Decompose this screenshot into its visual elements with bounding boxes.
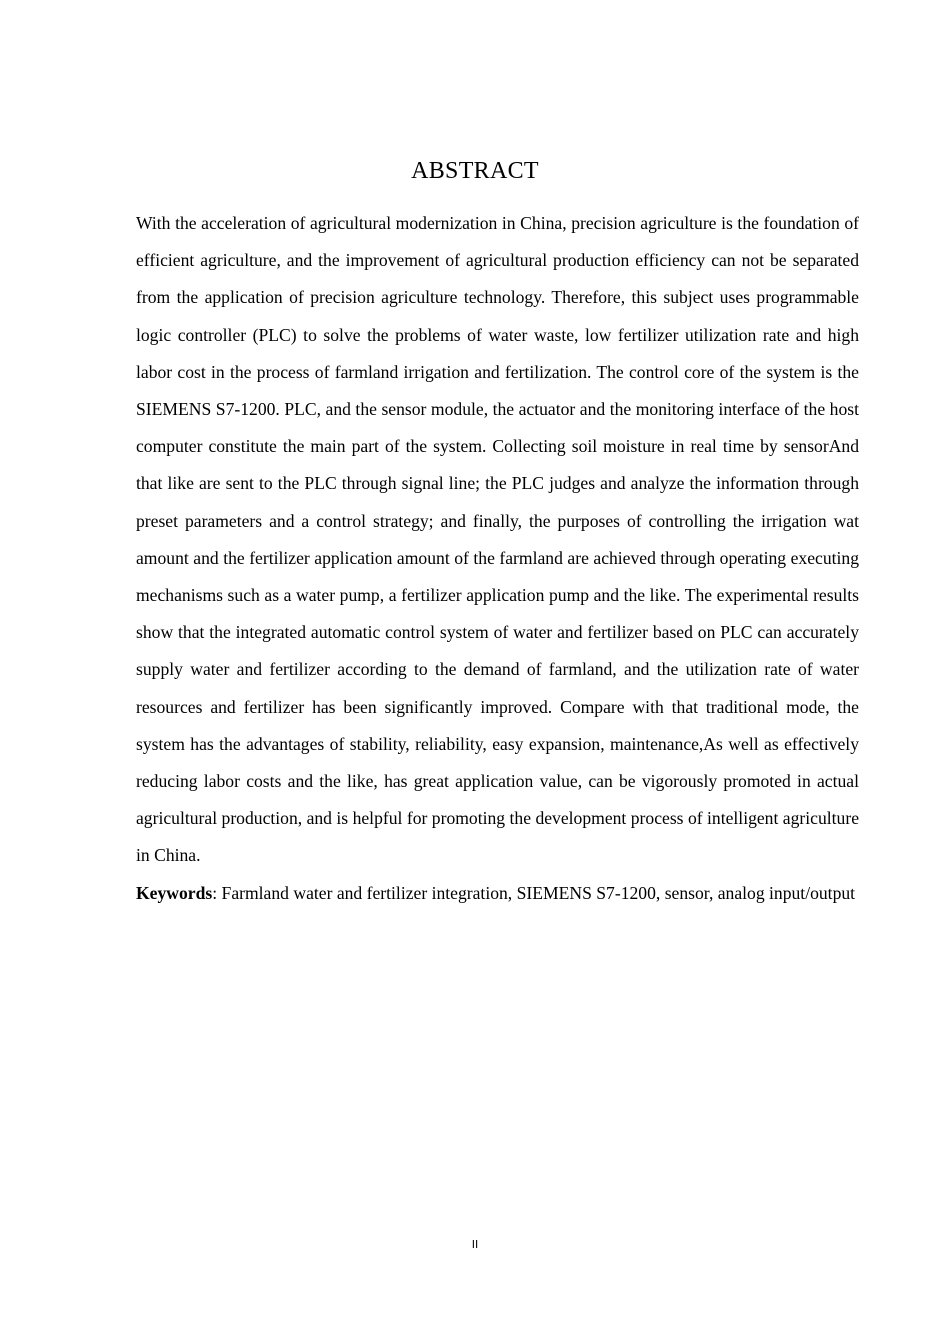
abstract-title: ABSTRACT — [411, 158, 539, 184]
keywords-label: Keywords — [136, 882, 213, 903]
abstract-paragraph: With the acceleration of agricultural modernization in China, precision agriculture is the foundation of efficient agriculture, and the improvement of agricultural production efficiency can not be separated from the application of precision agriculture technology. Therefore, this subject uses programmable logic controller (PLC) to solve the problems of water waste, low fertilizer utilization rate and high labor cost in the process of farmland irrigation and fertilization. The control core of the system is the SIEMENS S7-1200. PLC, and the sensor module, the actuator and the monitoring interface of the host computer constitute the main part of the system. Collecting soil moisture in real time by sensorAnd that like are sent to the PLC through signal line; the PLC judges and analyze the information through preset parameters and a control strategy; and finally, the purposes of controlling the irrigation wat amount and the fertilizer application amount of the farmland are achieved through operating executing mechanisms such as a water pump, a fertilizer application pump and the like. The experimental results show that the integrated automatic control system of water and fertilizer based on PLC can accurately supply water and fertilizer according to the demand of farmland, and the utilization rate of water resources and fertilizer has been significantly improved. Compare with that traditional mode, the system has the advantages of stability, reliability, easy expansion, maintenance,As well as effectively reducing labor costs and the like, has great application value, can be vigorously promoted in actual agricultural production, and is helpful for promoting the development process of intelligent agriculture in China. — [136, 213, 859, 866]
page-number: II — [471, 1238, 479, 1251]
abstract-body — [136, 205, 859, 912]
keywords-paragraph — [136, 875, 859, 912]
keywords-text: Farmland water and fertilizer integration, SIEMENS S7-1200, sensor, analog input/output — [221, 882, 856, 903]
keywords-separator: : — [212, 882, 222, 903]
